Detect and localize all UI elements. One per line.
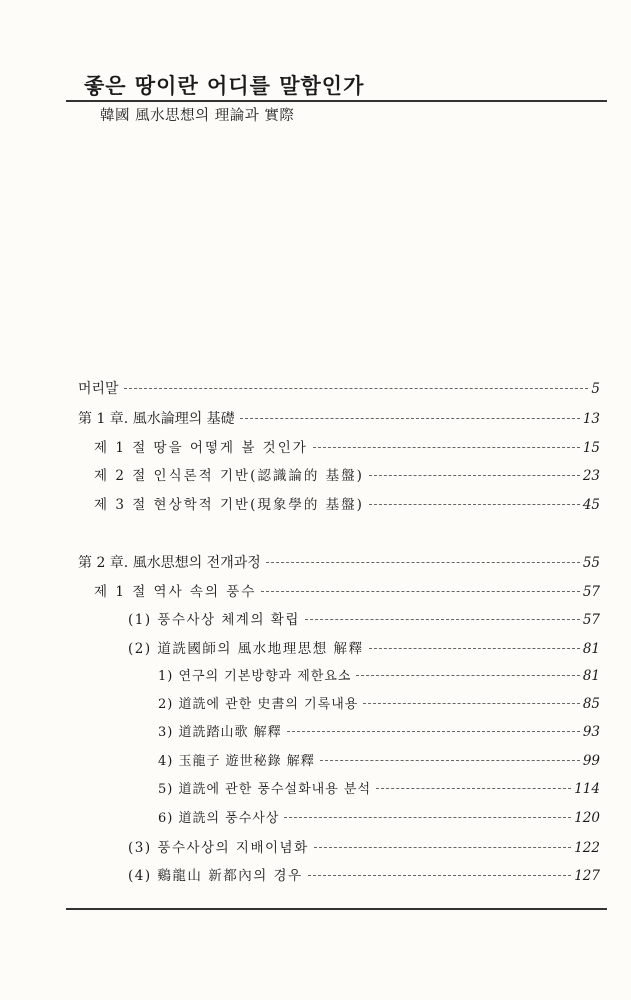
toc-leader-dots bbox=[308, 875, 572, 876]
toc-page-number: 120 bbox=[574, 810, 600, 826]
toc-entry-title: 2) 道詵에 관한 史書의 기록내용 bbox=[158, 697, 359, 712]
toc-page-number: 81 bbox=[582, 641, 600, 657]
toc-page-number: 13 bbox=[582, 411, 600, 427]
toc-entry-title: 제 1 절 역사 속의 풍수 bbox=[94, 584, 257, 600]
toc-leader-dots bbox=[369, 648, 580, 649]
toc-page-number: 57 bbox=[582, 612, 600, 628]
toc-entry-title: (1) 풍수사상 체계의 확립 bbox=[128, 612, 300, 628]
toc-page-number: 81 bbox=[582, 668, 600, 684]
toc-entry bbox=[158, 750, 600, 770]
toc-leader-dots bbox=[363, 703, 579, 704]
toc-entry-title: 3) 道詵踏山歌 解釋 bbox=[158, 725, 282, 740]
toc-entry-title: 제 1 절 땅을 어떻게 볼 것인가 bbox=[94, 440, 308, 456]
toc-entry-title: (3) 풍수사상의 지배이념화 bbox=[128, 840, 309, 856]
toc-entry-title: 4) 玉龍子 遊世秘錄 解釋 bbox=[158, 754, 315, 769]
toc-entry bbox=[158, 807, 600, 827]
toc-entry bbox=[128, 608, 600, 628]
toc-entry bbox=[128, 836, 600, 856]
toc-entry-title: 6) 道詵의 풍수사상 bbox=[158, 811, 280, 826]
toc-page-number: 93 bbox=[582, 724, 600, 740]
toc-page-number: 57 bbox=[582, 584, 600, 600]
toc-leader-dots bbox=[261, 591, 579, 592]
toc-page-number: 5 bbox=[591, 381, 600, 397]
toc-entry-title: (2) 道詵國師의 風水地理思想 解釋 bbox=[128, 641, 364, 657]
toc-entry bbox=[94, 464, 600, 484]
toc-entry-title: 1) 연구의 기본방향과 제한요소 bbox=[158, 669, 352, 684]
toc-leader-dots bbox=[314, 847, 572, 848]
toc-leader-dots bbox=[124, 388, 589, 389]
toc-leader-dots bbox=[369, 504, 580, 505]
toc-entry bbox=[158, 665, 600, 685]
toc-entry-title: 제 2 절 인식론적 기반(認識論的 基盤) bbox=[94, 468, 364, 484]
toc-entry bbox=[94, 493, 600, 513]
toc-page-number: 15 bbox=[582, 440, 600, 456]
toc-entry-title: 머리말 bbox=[78, 381, 119, 397]
toc-entry bbox=[94, 580, 600, 600]
toc-entry bbox=[94, 436, 600, 456]
toc-leader-dots bbox=[369, 475, 580, 476]
header-divider bbox=[66, 100, 607, 102]
toc-entry-title: 제 3 절 현상학적 기반(現象學的 基盤) bbox=[94, 497, 364, 513]
toc-leader-dots bbox=[376, 788, 571, 789]
book-title: 좋은 땅이란 어디를 말함인가 bbox=[84, 73, 365, 98]
toc-entry-title: (4) 鷄龍山 新都內의 경우 bbox=[128, 868, 303, 884]
toc-leader-dots bbox=[305, 619, 580, 620]
toc-leader-dots bbox=[287, 731, 580, 732]
toc-page-number: 23 bbox=[582, 468, 600, 484]
toc-entry bbox=[158, 693, 600, 713]
toc-leader-dots bbox=[240, 418, 580, 419]
toc-page-number: 99 bbox=[582, 753, 600, 769]
toc-page-number: 85 bbox=[582, 696, 600, 712]
toc-page-number: 45 bbox=[582, 497, 600, 513]
toc-entry-title: 5) 道詵에 관한 풍수설화내용 분석 bbox=[158, 782, 372, 797]
toc-leader-dots bbox=[320, 760, 580, 761]
footer-divider bbox=[66, 908, 607, 910]
toc-entry bbox=[128, 637, 600, 657]
toc-entry bbox=[78, 378, 600, 398]
toc-entry bbox=[158, 778, 600, 798]
toc-entry bbox=[128, 864, 600, 884]
toc-leader-dots bbox=[356, 675, 579, 676]
toc-entry-title: 第 2 章. 風水思想의 전개과정 bbox=[78, 555, 261, 571]
toc-leader-dots bbox=[266, 562, 580, 563]
toc-page-number: 122 bbox=[574, 840, 600, 856]
book-subtitle: 韓國 風水思想의 理論과 實際 bbox=[100, 108, 295, 124]
toc-leader-dots bbox=[313, 447, 580, 448]
toc-page-number: 114 bbox=[574, 781, 600, 797]
toc-entry bbox=[78, 552, 600, 572]
toc-entry bbox=[158, 721, 600, 741]
toc-entry-title: 第 1 章. 風水論理의 基礎 bbox=[78, 411, 235, 427]
toc-page-number: 127 bbox=[574, 868, 600, 884]
toc-entry bbox=[78, 408, 600, 428]
toc-page-number: 55 bbox=[582, 555, 600, 571]
toc-leader-dots bbox=[284, 817, 571, 818]
